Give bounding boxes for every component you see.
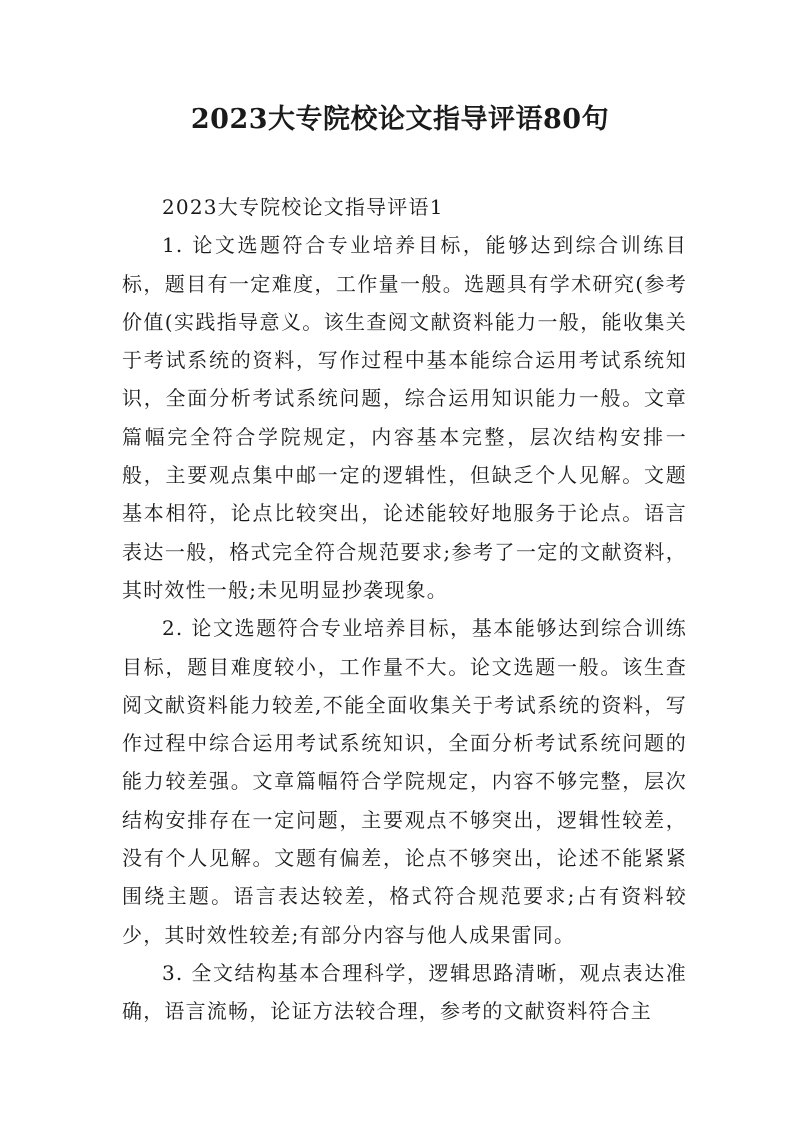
paragraph-2: 2. 论文选题符合专业培养目标，基本能够达到综合训练目标，题目难度较小，工作量不大。论文选题一般。该生查阅文献资料能力较差,不能全面收集关于考试系统的资料，写作过程中综合运用考试系统知识，全面分析考试系统问题的能力较差强。文章篇幅符合学院规定，内容不够完整，层次结构安排存在一定问题，主要观点不够突出，逻辑性较差，没有个人见解。文题有偏差，论点不够突出，论述不能紧紧围绕主题。语言表达较差，格式符合规范要求;占有资料较少，其时效性较差;有部分内容与他人成果雷同。 bbox=[122, 616, 687, 947]
document-body bbox=[122, 188, 687, 1031]
section-heading: 2023大专院校论文指导评语1 bbox=[162, 195, 444, 219]
paragraph-1: 1. 论文选题符合专业培养目标，能够达到综合训练目标，题目有一定难度，工作量一般。选题具有学术研究(参考价值(实践指导意义。该生查阅文献资料能力一般，能收集关于考试系统的资料，写作过程中基本能综合运用考试系统知识，全面分析考试系统问题，综合运用知识能力一般。文章篇幅完全符合学院规定，内容基本完整，层次结构安排一般，主要观点集中邮一定的逻辑性，但缺乏个人见解。文题基本相符，论点比较突出，论述能较好地服务于论点。语言表达一般，格式完全符合规范要求;参考了一定的文献资料，其时效性一般;未见明显抄袭现象。 bbox=[122, 233, 687, 602]
paragraph-3: 3. 全文结构基本合理科学，逻辑思路清晰，观点表达准确，语言流畅，论证方法较合理，参考的文献资料符合主 bbox=[122, 960, 687, 1024]
document-title: 2023大专院校论文指导评语80句 bbox=[190, 104, 610, 135]
